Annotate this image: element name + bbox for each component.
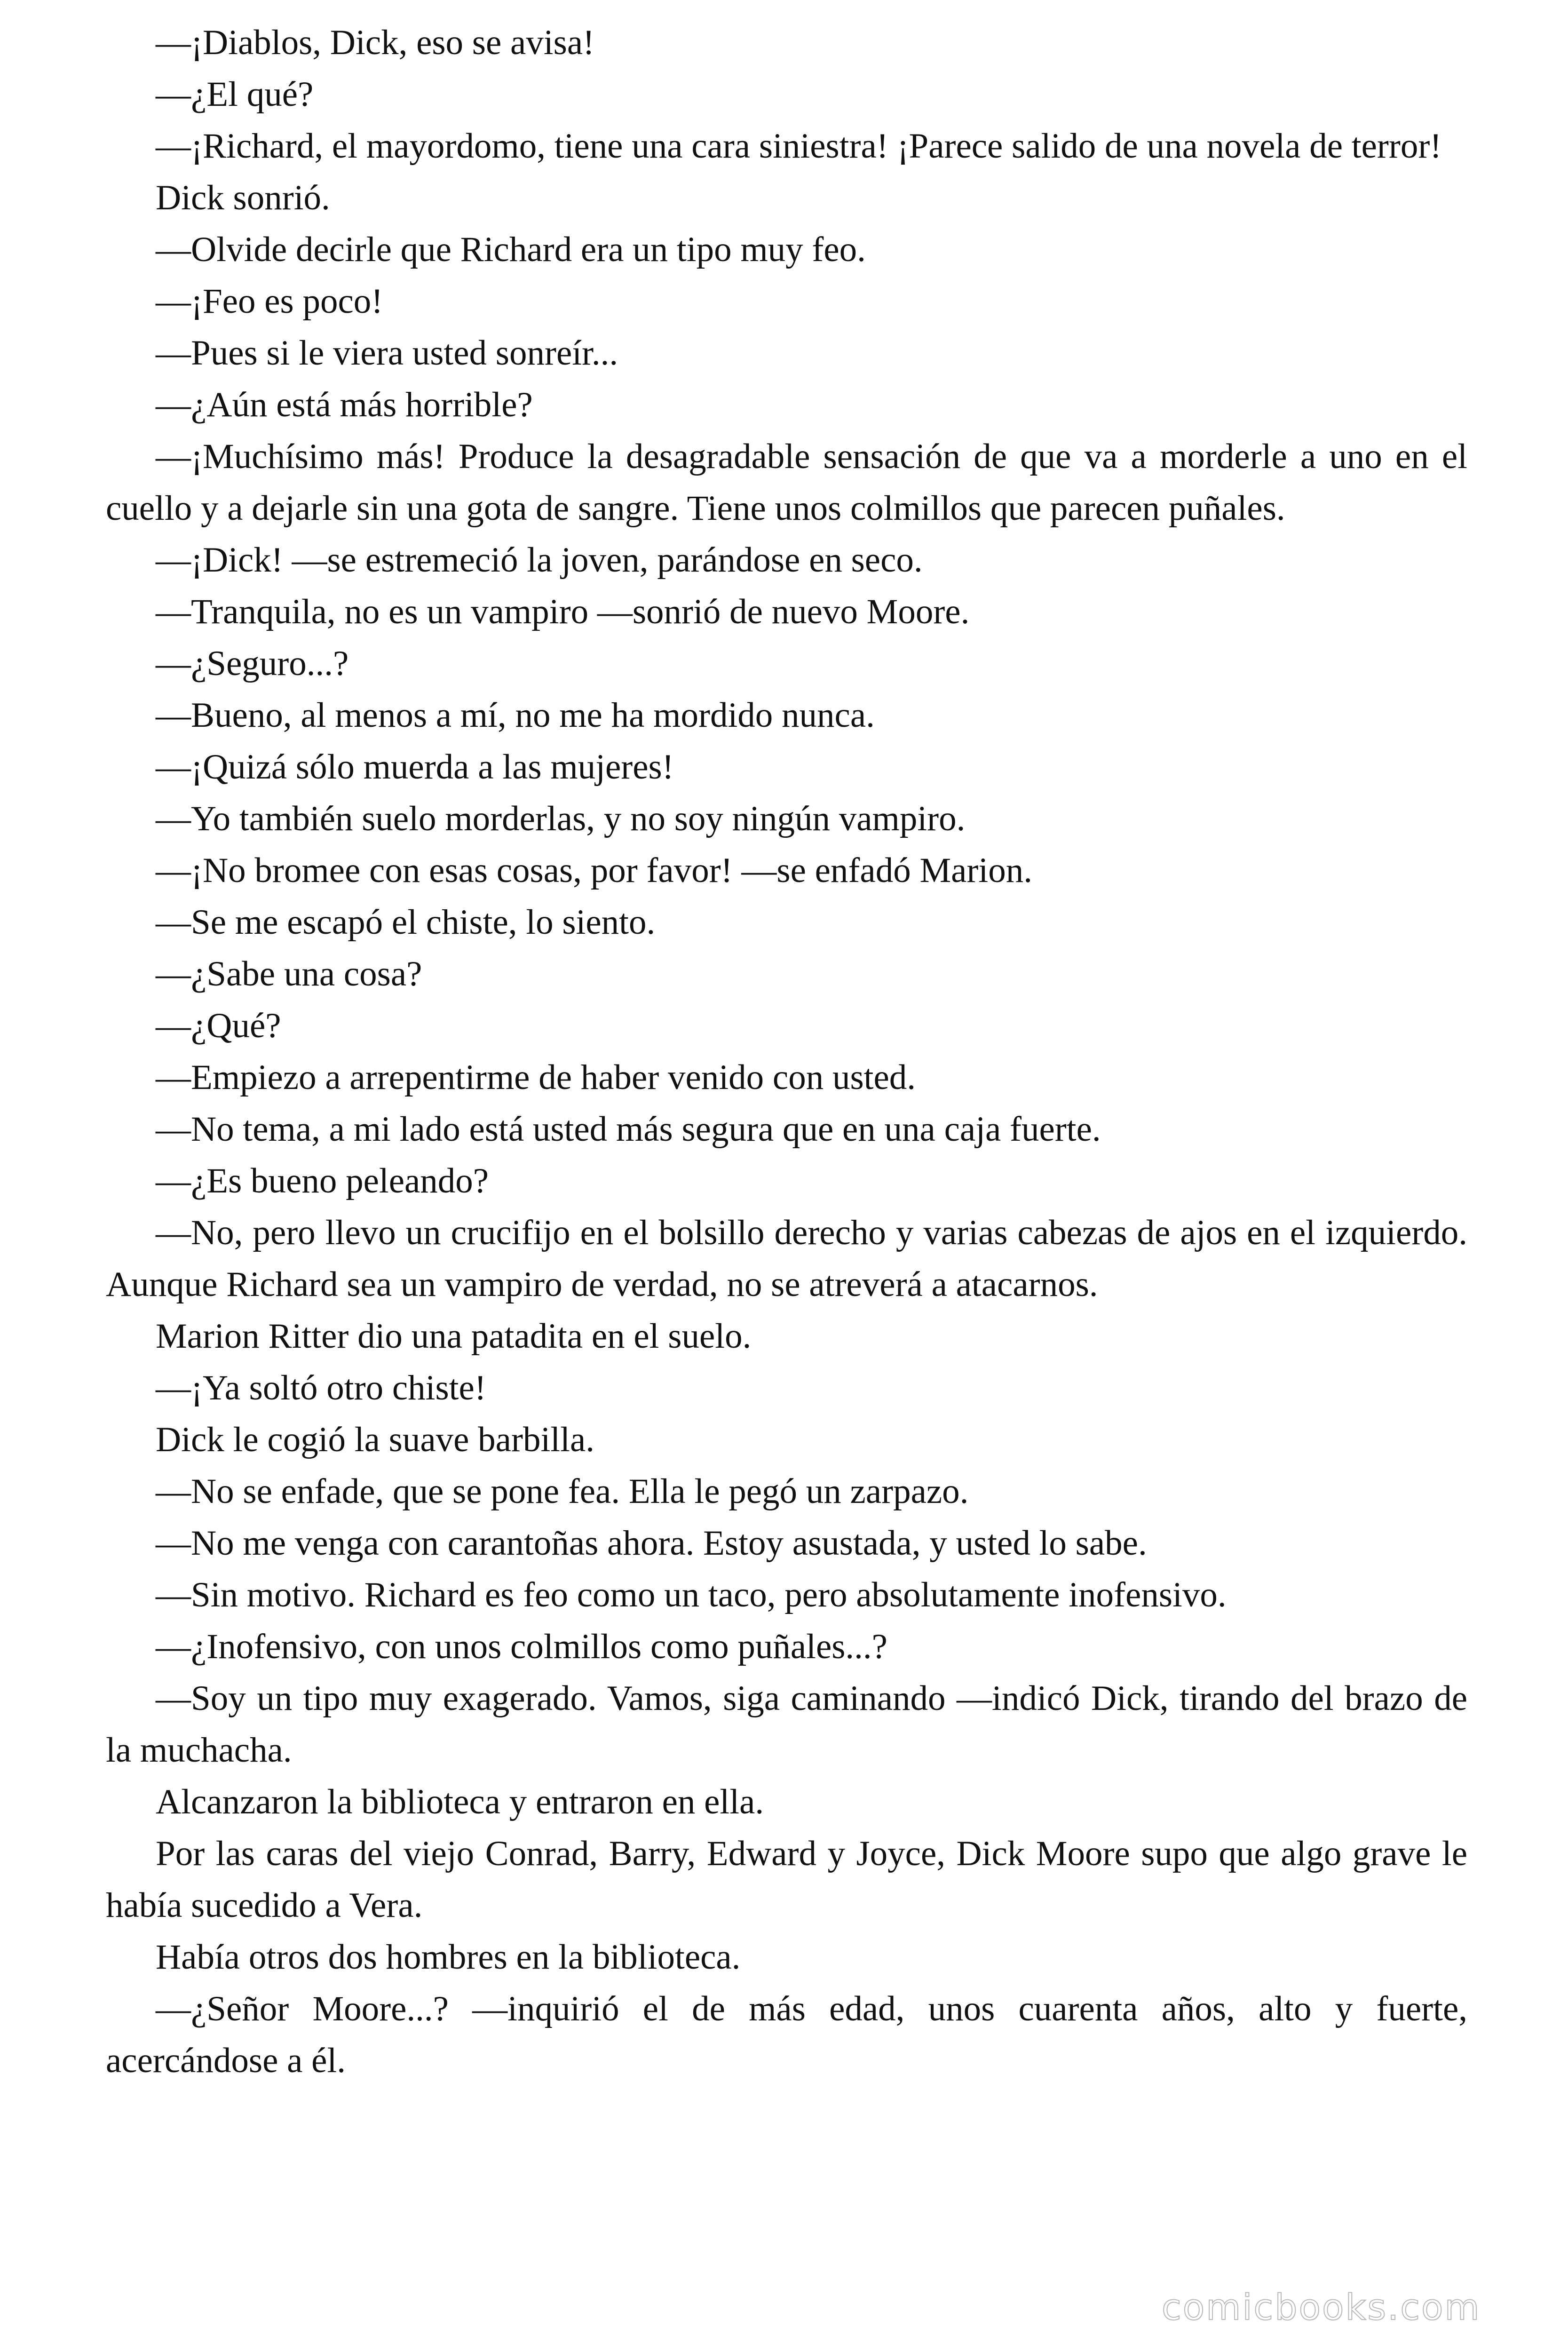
paragraph: Alcanzaron la biblioteca y entraron en ella.: [156, 1782, 764, 1821]
paragraph: —Bueno, al menos a mí, no me ha mordido nunca.: [156, 696, 875, 735]
watermark: comicbooks.com: [1162, 2286, 1481, 2328]
paragraph: —Sin motivo. Richard es feo como un taco, pero absolutamente inofensivo.: [156, 1575, 1227, 1614]
paragraph: —Olvide decirle que Richard era un tipo muy feo.: [156, 230, 866, 269]
paragraph: —Empiezo a arrepentirme de haber venido con usted.: [156, 1058, 916, 1097]
paragraph: —Tranquila, no es un vampiro —sonrió de nuevo Moore.: [156, 592, 970, 631]
paragraph: —Soy un tipo muy exagerado. Vamos, siga caminando —indicó Dick, tirando del brazo de la muchacha.: [106, 1679, 1467, 1770]
paragraph: —¡Dick! —se estremeció la joven, parándose en seco.: [156, 540, 923, 580]
paragraph: —¡Ya soltó otro chiste!: [156, 1368, 486, 1407]
paragraph: —Pues si le viera usted sonreír...: [156, 334, 618, 373]
paragraph: Marion Ritter dio una patadita en el suelo.: [156, 1317, 752, 1356]
paragraph: —¡Quizá sólo muerda a las mujeres!: [156, 747, 674, 787]
paragraph: Dick sonrió.: [156, 178, 330, 217]
paragraph: —¿Qué?: [156, 1006, 281, 1045]
paragraph: —Se me escapó el chiste, lo siento.: [156, 903, 656, 942]
paragraph: Había otros dos hombres en la biblioteca.: [156, 1938, 741, 1977]
paragraph: —¿Sabe una cosa?: [156, 954, 422, 993]
paragraph: —¿El qué?: [156, 75, 314, 114]
paragraph: Dick le cogió la suave barbilla.: [156, 1420, 594, 1459]
paragraph: —¿Seguro...?: [156, 644, 349, 683]
paragraph: —¡Richard, el mayordomo, tiene una cara siniestra! ¡Parece salido de una novela de terror!: [156, 127, 1442, 166]
paragraph: —¿Aún está más horrible?: [156, 385, 533, 424]
page-text: [106, 17, 1467, 2087]
paragraph: —¡No bromee con esas cosas, por favor! —se enfadó Marion.: [156, 851, 1032, 890]
paragraph: —¡Feo es poco!: [156, 282, 383, 321]
paragraph: —No, pero llevo un crucifijo en el bolsillo derecho y varias cabezas de ajos en el izquierdo. Aunque Richard sea un vampiro de verdad, no se atreverá a atacarnos.: [106, 1213, 1467, 1304]
paragraph: —No tema, a mi lado está usted más segura que en una caja fuerte.: [156, 1110, 1101, 1149]
paragraph: —¡Diablos, Dick, eso se avisa!: [156, 23, 595, 62]
paragraph: —Yo también suelo morderlas, y no soy ningún vampiro.: [156, 799, 966, 838]
paragraph: —¡Muchísimo más! Produce la desagradable sensación de que va a morderle a uno en el cuello y a dejarle sin una gota de sangre. Tiene unos colmillos que parecen puñales.: [106, 437, 1467, 528]
paragraph: —¿Señor Moore...? —inquirió el de más edad, unos cuarenta años, alto y fuerte, acercándose a él.: [106, 1989, 1467, 2080]
paragraph: —No me venga con carantoñas ahora. Estoy asustada, y usted lo sabe.: [156, 1524, 1147, 1563]
paragraph: —No se enfade, que se pone fea. Ella le pegó un zarpazo.: [156, 1472, 969, 1511]
paragraph: —¿Es bueno peleando?: [156, 1161, 489, 1200]
paragraph: —¿Inofensivo, con unos colmillos como puñales...?: [156, 1627, 887, 1666]
paragraph: Por las caras del viejo Conrad, Barry, Edward y Joyce, Dick Moore supo que algo grave le había sucedido a Vera.: [106, 1834, 1467, 1925]
